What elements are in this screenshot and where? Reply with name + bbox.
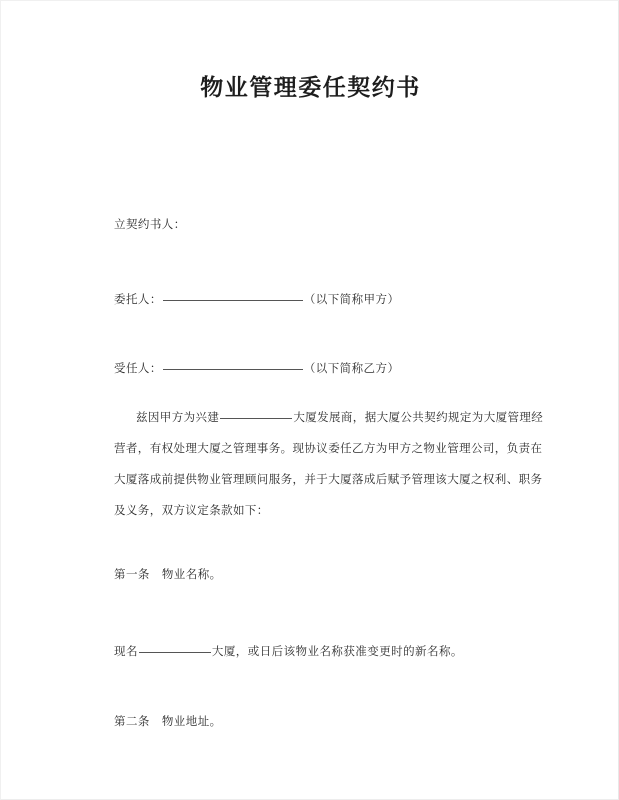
parties-header-label: 立契约书人： [114,219,186,231]
recital-line-1-suffix: 大厦发展商，据大厦公共契约规定为大厦管理经 [293,412,544,424]
building-name-blank[interactable] [220,407,292,419]
clause-one-body-suffix: 大厦，或日后该物业名称获准变更时的新名称。 [211,646,463,658]
property-name-blank[interactable] [139,641,211,653]
clause-one-body-prefix: 现名 [114,646,138,658]
entrusting-party-label: 委托人： [114,294,162,306]
clause-two-title: 物业地址。 [161,716,222,728]
recital-line-3 [114,472,619,488]
entrusted-party-suffix: （以下简称乙方） [303,363,400,375]
clauses-section [1,567,619,730]
entrusted-party-row [114,358,619,377]
recital-line-2-text: 营者，有权处理大厦之管理事务。现协议委任乙方为甲方之物业管理公司，负责在 [114,443,543,455]
page-title: 物业管理委任契约书 [200,74,421,100]
parties-section [1,217,619,377]
entrusting-party-blank[interactable] [163,289,303,301]
recital-line-1 [114,407,619,426]
clause-one-heading [114,567,619,583]
entrusting-party-suffix: （以下简称甲方） [303,294,400,306]
clause-one-title: 物业名称。 [161,569,222,581]
recital-paragraph [1,407,619,534]
clause-one-number: 第一条 [114,569,150,581]
recital-line-3-text: 大厦落成前提供物业管理顾问服务，并于大厦落成后赋予管理该大厦之权利、职务 [114,474,543,486]
entrusted-party-label: 受任人： [114,363,162,375]
clause-one-body [114,641,619,660]
recital-line-4 [114,503,619,519]
clause-two-number: 第二条 [114,716,150,728]
recital-line-4-text: 及义务，双方议定条款如下： [114,505,269,517]
recital-line-2 [114,441,619,457]
clause-two-heading [114,714,619,730]
entrusting-party-row [114,289,619,308]
parties-header-row [114,217,619,233]
entrusted-party-blank[interactable] [163,358,303,370]
recital-line-1-prefix: 兹因甲方为兴建 [136,412,220,424]
